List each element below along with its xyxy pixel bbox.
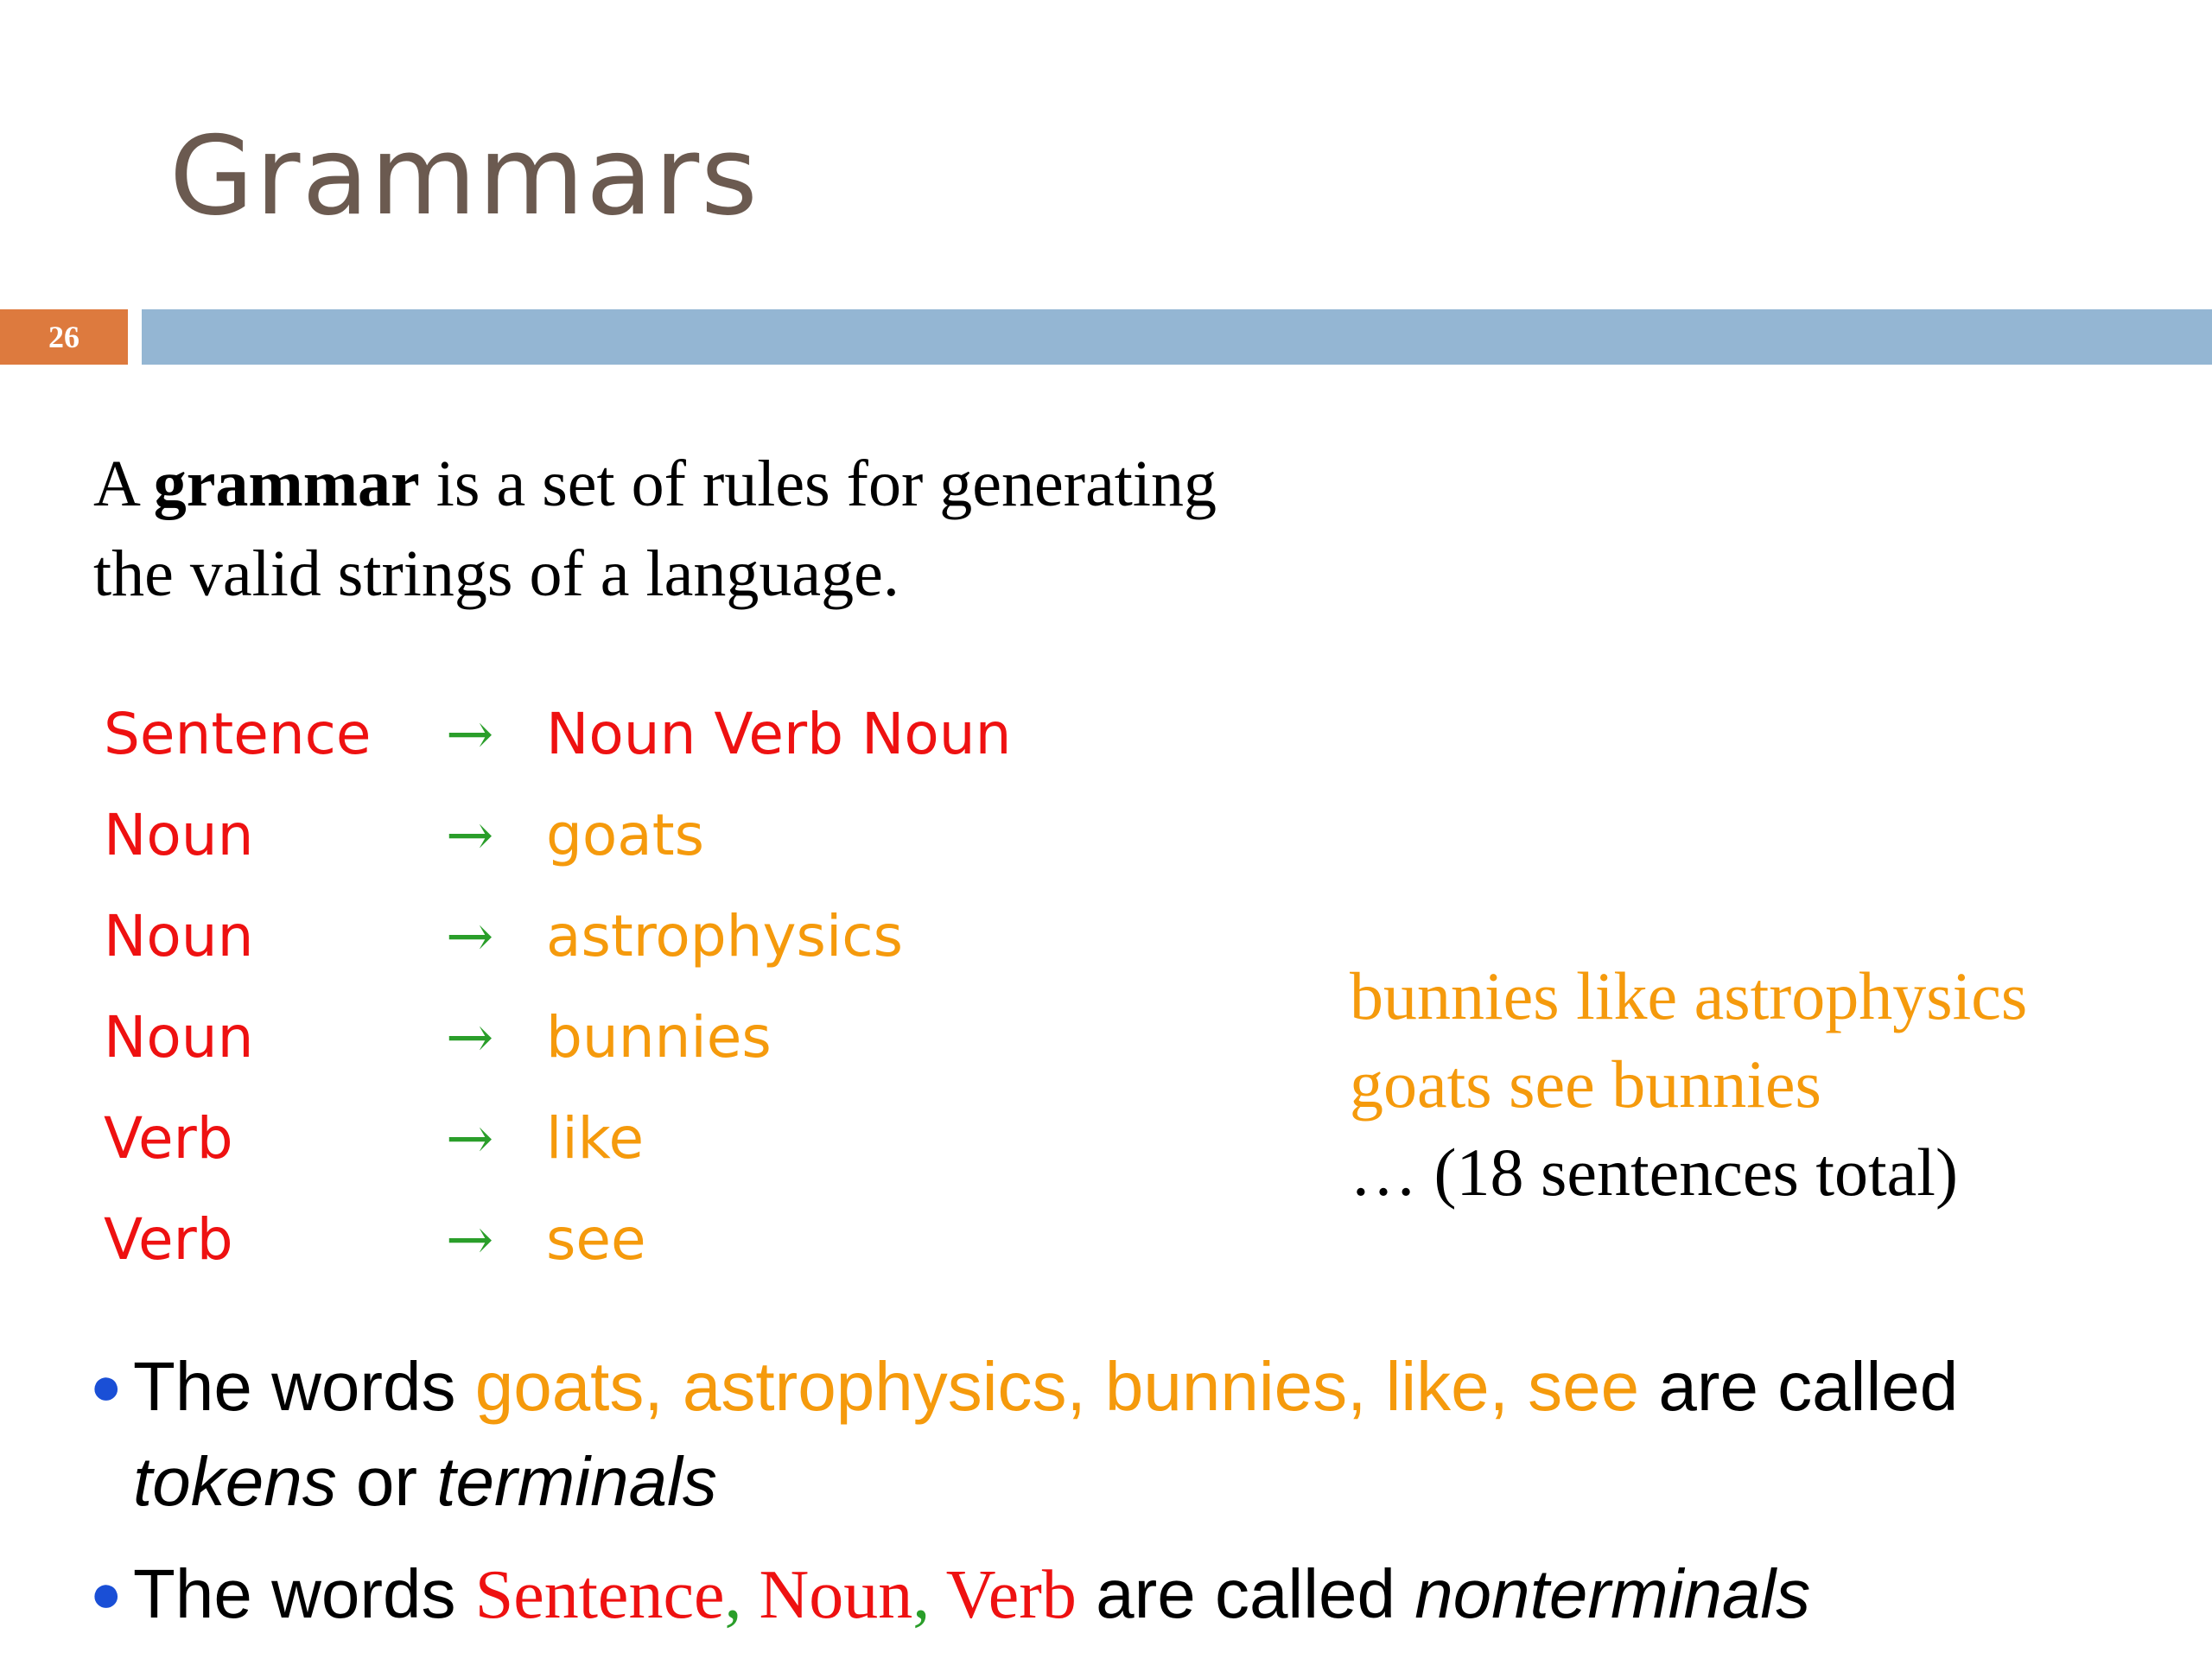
arrow-icon: → bbox=[446, 701, 494, 767]
nonterminal-word: Verb bbox=[945, 1557, 1077, 1633]
sentence-count-note: … (18 sentences total) bbox=[1350, 1135, 1958, 1210]
slide-title: Grammars bbox=[169, 112, 760, 239]
rule-rhs: see bbox=[546, 1206, 646, 1273]
intro-part2: is a set of rules for generating bbox=[419, 448, 1217, 520]
bullet-item bbox=[90, 1339, 1958, 1529]
rule-rhs: astrophysics bbox=[546, 903, 903, 969]
intro-text bbox=[93, 439, 1217, 619]
intro-part1: A bbox=[93, 448, 154, 520]
rule-lhs: Noun bbox=[104, 1004, 254, 1071]
bullet-text: or bbox=[336, 1443, 437, 1520]
separator: , bbox=[724, 1557, 760, 1633]
example-sentence: goats see bunnies bbox=[1350, 1046, 1821, 1122]
rule-lhs: Verb bbox=[104, 1105, 233, 1172]
example-sentence: bunnies like astrophysics bbox=[1350, 958, 2028, 1033]
arrow-icon: → bbox=[446, 903, 494, 969]
bullet-text: are called bbox=[1639, 1348, 1959, 1425]
intro-line2: the valid strings of a language. bbox=[93, 537, 899, 610]
bullet-text: are called bbox=[1076, 1555, 1415, 1632]
rule-lhs: Verb bbox=[104, 1206, 233, 1273]
arrow-icon: → bbox=[446, 1206, 494, 1273]
term-nonterminals: nonterminals bbox=[1414, 1555, 1811, 1632]
term-terminals: terminals bbox=[436, 1443, 717, 1520]
rule-lhs: Noun bbox=[104, 802, 254, 868]
nonterminal-word: Sentence bbox=[474, 1557, 725, 1633]
example-sentences bbox=[1350, 952, 2027, 1217]
bullet-dot-icon: ● bbox=[90, 1357, 123, 1416]
rule-rhs: Noun Verb Noun bbox=[546, 701, 1012, 767]
title-divider-bar bbox=[142, 309, 2212, 365]
arrow-icon: → bbox=[446, 1105, 494, 1172]
rule-lhs: Noun bbox=[104, 903, 254, 969]
bullet-continuation bbox=[133, 1434, 1958, 1529]
rule-rhs: like bbox=[546, 1105, 645, 1172]
bullet-item bbox=[90, 1547, 1958, 1643]
terminal-words: goats, astrophysics, bunnies, like, see bbox=[474, 1348, 1640, 1425]
bullet-list bbox=[90, 1339, 1958, 1643]
slide-number: 26 bbox=[0, 309, 128, 365]
term-tokens: tokens bbox=[133, 1443, 337, 1520]
bullet-text: The words bbox=[133, 1348, 475, 1425]
intro-bold-term: grammar bbox=[153, 448, 420, 520]
bullet-dot-icon: ● bbox=[90, 1564, 123, 1624]
arrow-icon: → bbox=[446, 802, 494, 868]
rule-lhs: Sentence bbox=[104, 701, 372, 767]
separator: , bbox=[912, 1557, 946, 1633]
rule-rhs: bunnies bbox=[546, 1004, 772, 1071]
nonterminal-word: Noun bbox=[759, 1557, 913, 1633]
rule-rhs: goats bbox=[546, 802, 704, 868]
bullet-text: The words bbox=[133, 1555, 475, 1632]
arrow-icon: → bbox=[446, 1004, 494, 1071]
